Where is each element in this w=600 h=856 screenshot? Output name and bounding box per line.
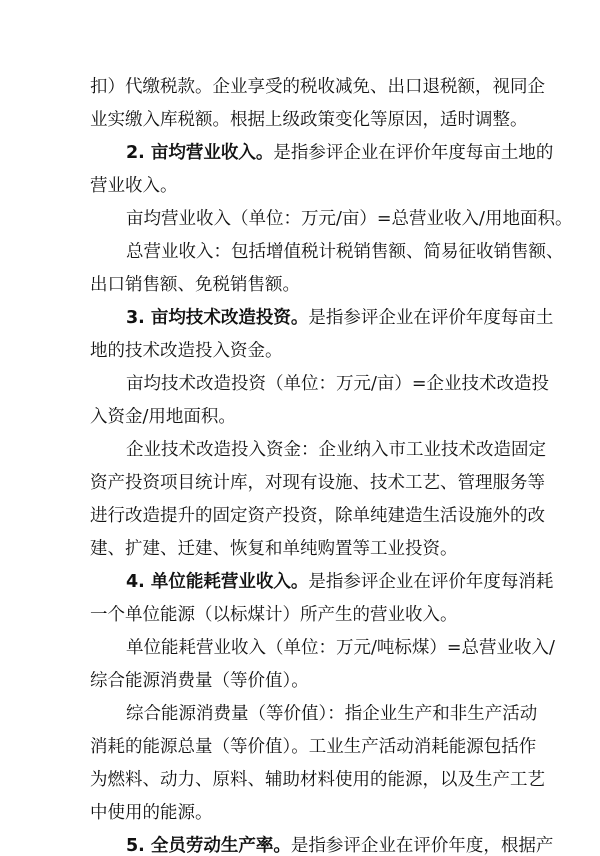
line-text: 地的技术改造投入资金。 — [90, 341, 283, 361]
line-text: 是指参评企业在评价年度每消耗 — [308, 572, 554, 592]
line-text: 营业收入。 — [90, 176, 178, 196]
line-text: 入资金/用地面积。 — [90, 407, 236, 427]
line-text: 出口销售额、免税销售额。 — [90, 275, 300, 295]
line-text: 总营业收入：包括增值税计税销售额、简易征收销售额、 — [126, 242, 564, 262]
paragraph-line-14 — [90, 506, 600, 526]
paragraph-line-6 — [126, 242, 600, 262]
line-text: 进行改造提升的固定资产投资，除单纯建造生活设施外的改 — [90, 506, 545, 526]
line-text: 是指参评企业在评价年度每亩土地的 — [273, 143, 554, 163]
paragraph-line-11 — [90, 407, 600, 427]
line-text: 是指参评企业在评价年度每亩土 — [308, 308, 554, 328]
paragraph-line-2 — [90, 110, 600, 130]
paragraph-line-12 — [126, 440, 600, 460]
line-text: 是指参评企业在评价年度，根据产 — [290, 836, 554, 856]
line-text: 建、扩建、迁建、恢复和单纯购置等工业投资。 — [90, 539, 458, 559]
paragraph-line-1 — [90, 77, 600, 97]
paragraph-line-21 — [90, 737, 600, 757]
paragraph-line-7 — [90, 275, 600, 295]
formula-line-2 — [126, 374, 600, 394]
paragraph-line-17 — [90, 605, 600, 625]
line-text: 资产投资项目统计库，对现有设施、技术工艺、管理服务等 — [90, 473, 545, 493]
heading-item-2 — [126, 143, 600, 163]
paragraph-line-23 — [90, 803, 600, 823]
line-text: 单位能耗营业收入（单位：万元/吨标煤）=总营业收入/ — [126, 638, 555, 658]
item-heading: 5. 全员劳动生产率。 — [126, 836, 291, 856]
paragraph-line-15 — [90, 539, 600, 559]
item-heading: 4. 单位能耗营业收入。 — [126, 572, 309, 592]
paragraph-line-19 — [90, 671, 600, 691]
formula-line-1 — [126, 209, 600, 229]
paragraph-line-4 — [90, 176, 600, 196]
line-text: 为燃料、动力、原料、辅助材料使用的能源，以及生产工艺 — [90, 770, 545, 790]
line-text: 业实缴入库税额。根据上级政策变化等原因，适时调整。 — [90, 110, 528, 130]
item-heading: 3. 亩均技术改造投资。 — [126, 308, 309, 328]
line-text: 扣）代缴税款。企业享受的税收减免、出口退税额，视同企 — [90, 77, 545, 97]
item-heading: 2. 亩均营业收入。 — [126, 143, 274, 163]
formula-line-3 — [126, 638, 600, 658]
paragraph-line-20 — [126, 704, 600, 724]
line-text: 企业技术改造投入资金：企业纳入市工业技术改造固定 — [126, 440, 546, 460]
line-text: 综合能源消费量（等价值）。 — [90, 671, 309, 691]
line-text: 一个单位能源（以标煤计）所产生的营业收入。 — [90, 605, 458, 625]
heading-item-3 — [126, 308, 600, 328]
line-text: 中使用的能源。 — [90, 803, 213, 823]
line-text: 消耗的能源总量（等价值）。工业生产活动消耗能源包括作 — [90, 737, 537, 757]
line-text: 综合能源消费量（等价值）：指企业生产和非生产活动 — [126, 704, 538, 724]
line-text: 亩均营业收入（单位：万元/亩）=总营业收入/用地面积。 — [126, 209, 573, 229]
heading-item-5 — [126, 836, 600, 856]
line-text: 亩均技术改造投资（单位：万元/亩）=企业技术改造投 — [126, 374, 550, 394]
heading-item-4 — [126, 572, 600, 592]
paragraph-line-13 — [90, 473, 600, 493]
paragraph-line-9 — [90, 341, 600, 361]
paragraph-line-22 — [90, 770, 600, 790]
